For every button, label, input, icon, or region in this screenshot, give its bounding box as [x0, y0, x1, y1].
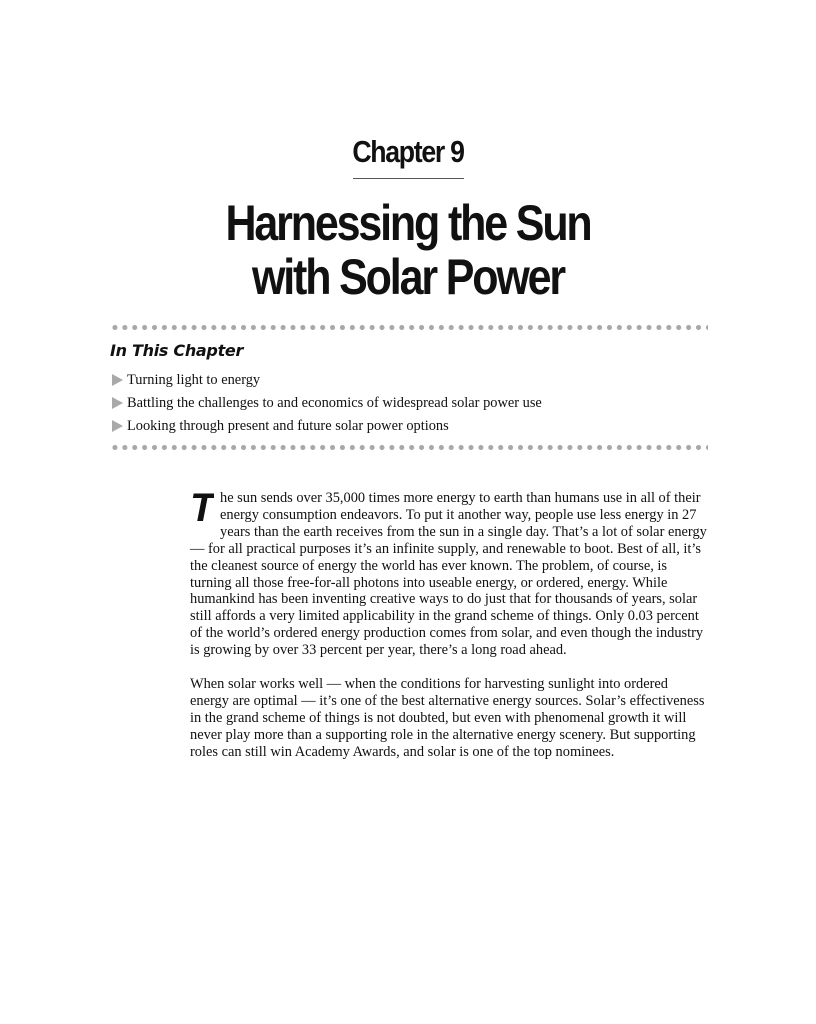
paragraph-2: When solar works well — when the conditions for harvesting sunlight into ordered energy are optimal — it’s one of the best alternative energy sources. Solar’s effectiveness in the grand scheme of things is not doubted, but even with phenomenal growth it will never play more than a supporting role in the alternative energy scenery. But supporting roles can still win Academy Awards, and solar is one of the top nominees.	[190, 675, 705, 760]
paragraph-1	[190, 490, 710, 659]
drop-cap-letter: T	[190, 490, 214, 524]
chapter-topics-list	[110, 368, 542, 437]
paragraph-1-text: he sun sends over 35,000 times more energy to earth than humans use in all of their energy consumption endeavors. To put it another way, people use less energy in 27 years than the earth receives from the sun in a single day. That’s a lot of solar energy — for all practical purposes it’s an infinite supply, and renewable to boot. Best of all, it’s the cleanest source of energy the world has ever known. The problem, of course, is turning all those free-for-all photons into useable energy, or ordered, energy. While humankind has been inventing creative ways to do just that for thousands of years, solar still affords a very limited applicability in the grand scheme of things. Only 0.03 percent of the world’s ordered energy production comes from solar, and even though the industry is growing by over 33 percent per year, there’s a long road ahead.	[190, 490, 707, 659]
list-item	[110, 391, 542, 414]
list-item-text: Turning light to energy	[127, 371, 261, 388]
chapter-title	[57, 196, 759, 304]
chapter-body	[190, 490, 710, 777]
list-item	[110, 368, 542, 391]
drop-cap	[190, 490, 214, 524]
chapter-underline	[353, 178, 464, 179]
arrow-bullet-icon	[112, 420, 123, 432]
chapter-label: Chapter 9	[352, 134, 464, 169]
list-item	[110, 414, 542, 437]
list-item-text: Battling the challenges to and economics of widespread solar power use	[127, 394, 542, 411]
arrow-bullet-icon	[112, 374, 123, 386]
list-item-text: Looking through present and future solar power options	[127, 417, 449, 434]
dotted-rule-bottom	[110, 444, 708, 451]
chapter-title-line-2: with Solar Power	[251, 249, 565, 305]
chapter-title-line-1: Harnessing the Sun	[225, 195, 591, 251]
dotted-rule-top	[110, 324, 708, 331]
in-this-chapter-heading: In This Chapter	[110, 341, 244, 360]
arrow-bullet-icon	[112, 397, 123, 409]
